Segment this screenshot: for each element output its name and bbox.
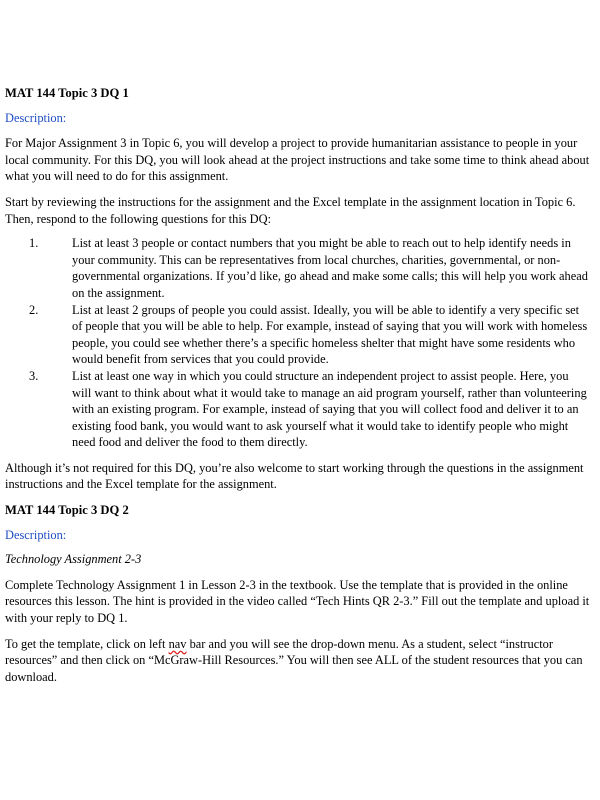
list-item-number: 3. — [29, 368, 39, 383]
list-item — [5, 368, 590, 451]
list-item-number: 2. — [29, 302, 39, 317]
dq1-heading: MAT 144 Topic 3 DQ 1 — [5, 86, 129, 100]
dq2-paragraph-1: Complete Technology Assignment 1 in Lesson 2-3 in the textbook. Use the template that is provided in the online resources this lesson. The hint is provided in the video called “Tech Hints QR 2-3.” Fill out the template and upload it with your reply to DQ 1. — [5, 577, 590, 626]
dq1-closing-paragraph: Although it’s not required for this DQ, you’re also welcome to start working through the questions in the assignment instructions and the Excel template for the assignment. — [5, 460, 584, 492]
dq2-paragraph-2 — [5, 636, 590, 686]
dq2-heading: MAT 144 Topic 3 DQ 2 — [5, 503, 129, 518]
document-content — [5, 85, 590, 685]
dq2-subtitle: Technology Assignment 2-3 — [5, 552, 142, 567]
dq1-description-label: Description: — [5, 110, 67, 125]
dq2-paragraph-2-start: To get the template, click on left — [5, 636, 169, 651]
list-item-number: 1. — [29, 236, 39, 251]
dq1-start-paragraph: Start by reviewing the instructions for the assignment and the Excel template in the assignment location in Topic 6. Then, respond to the following questions for this DQ: — [5, 194, 576, 226]
list-item-text: List at least one way in which you could structure an independent project to assist people. Here, you will want to think about what it would take to manage an aid program yourself, rather than volunteering with an existing program. For example, instead of saying that you will collect food and deliver it to an existing food bank, you would want to ask yourself what it would take to identify people who might need food and deliver the food to them directly. — [72, 368, 587, 450]
dq1-intro-paragraph: For Major Assignment 3 in Topic 6, you will develop a project to provide humanitarian assistance to people in your local community. For this DQ, you will look ahead at the project instructions and take some time to think ahead about what you will need to do for this assignment. — [5, 136, 590, 184]
spellcheck-flagged-word: nav — [168, 636, 187, 651]
list-item — [5, 302, 590, 368]
list-item-text: List at least 2 groups of people you could assist. Ideally, you will be able to identify a very specific set of people that you will be able to help. For example, instead of saying that you will work with homeless people, you could see whether there’s a specific homeless shelter that might have some residents who would benefit from services that you could provide. — [72, 302, 588, 367]
list-item — [5, 235, 590, 301]
dq2-paragraph-2-end: bar and you will see the drop-down menu. As a student, select “instructor resources” and then click on “McGraw-Hill Resources.” You will then see ALL of the student resources that you can download. — [5, 636, 583, 684]
dq1-question-list — [5, 235, 590, 451]
dq2-description-label: Description: — [5, 527, 67, 542]
list-item-text: List at least 3 people or contact numbers that you might be able to reach out to help identify needs in your community. This can be representatives from local churches, charities, governmental, or non-governmental organizations. If you’d like, go ahead and make some calls; this will help you work ahead on the assignment. — [72, 236, 588, 300]
